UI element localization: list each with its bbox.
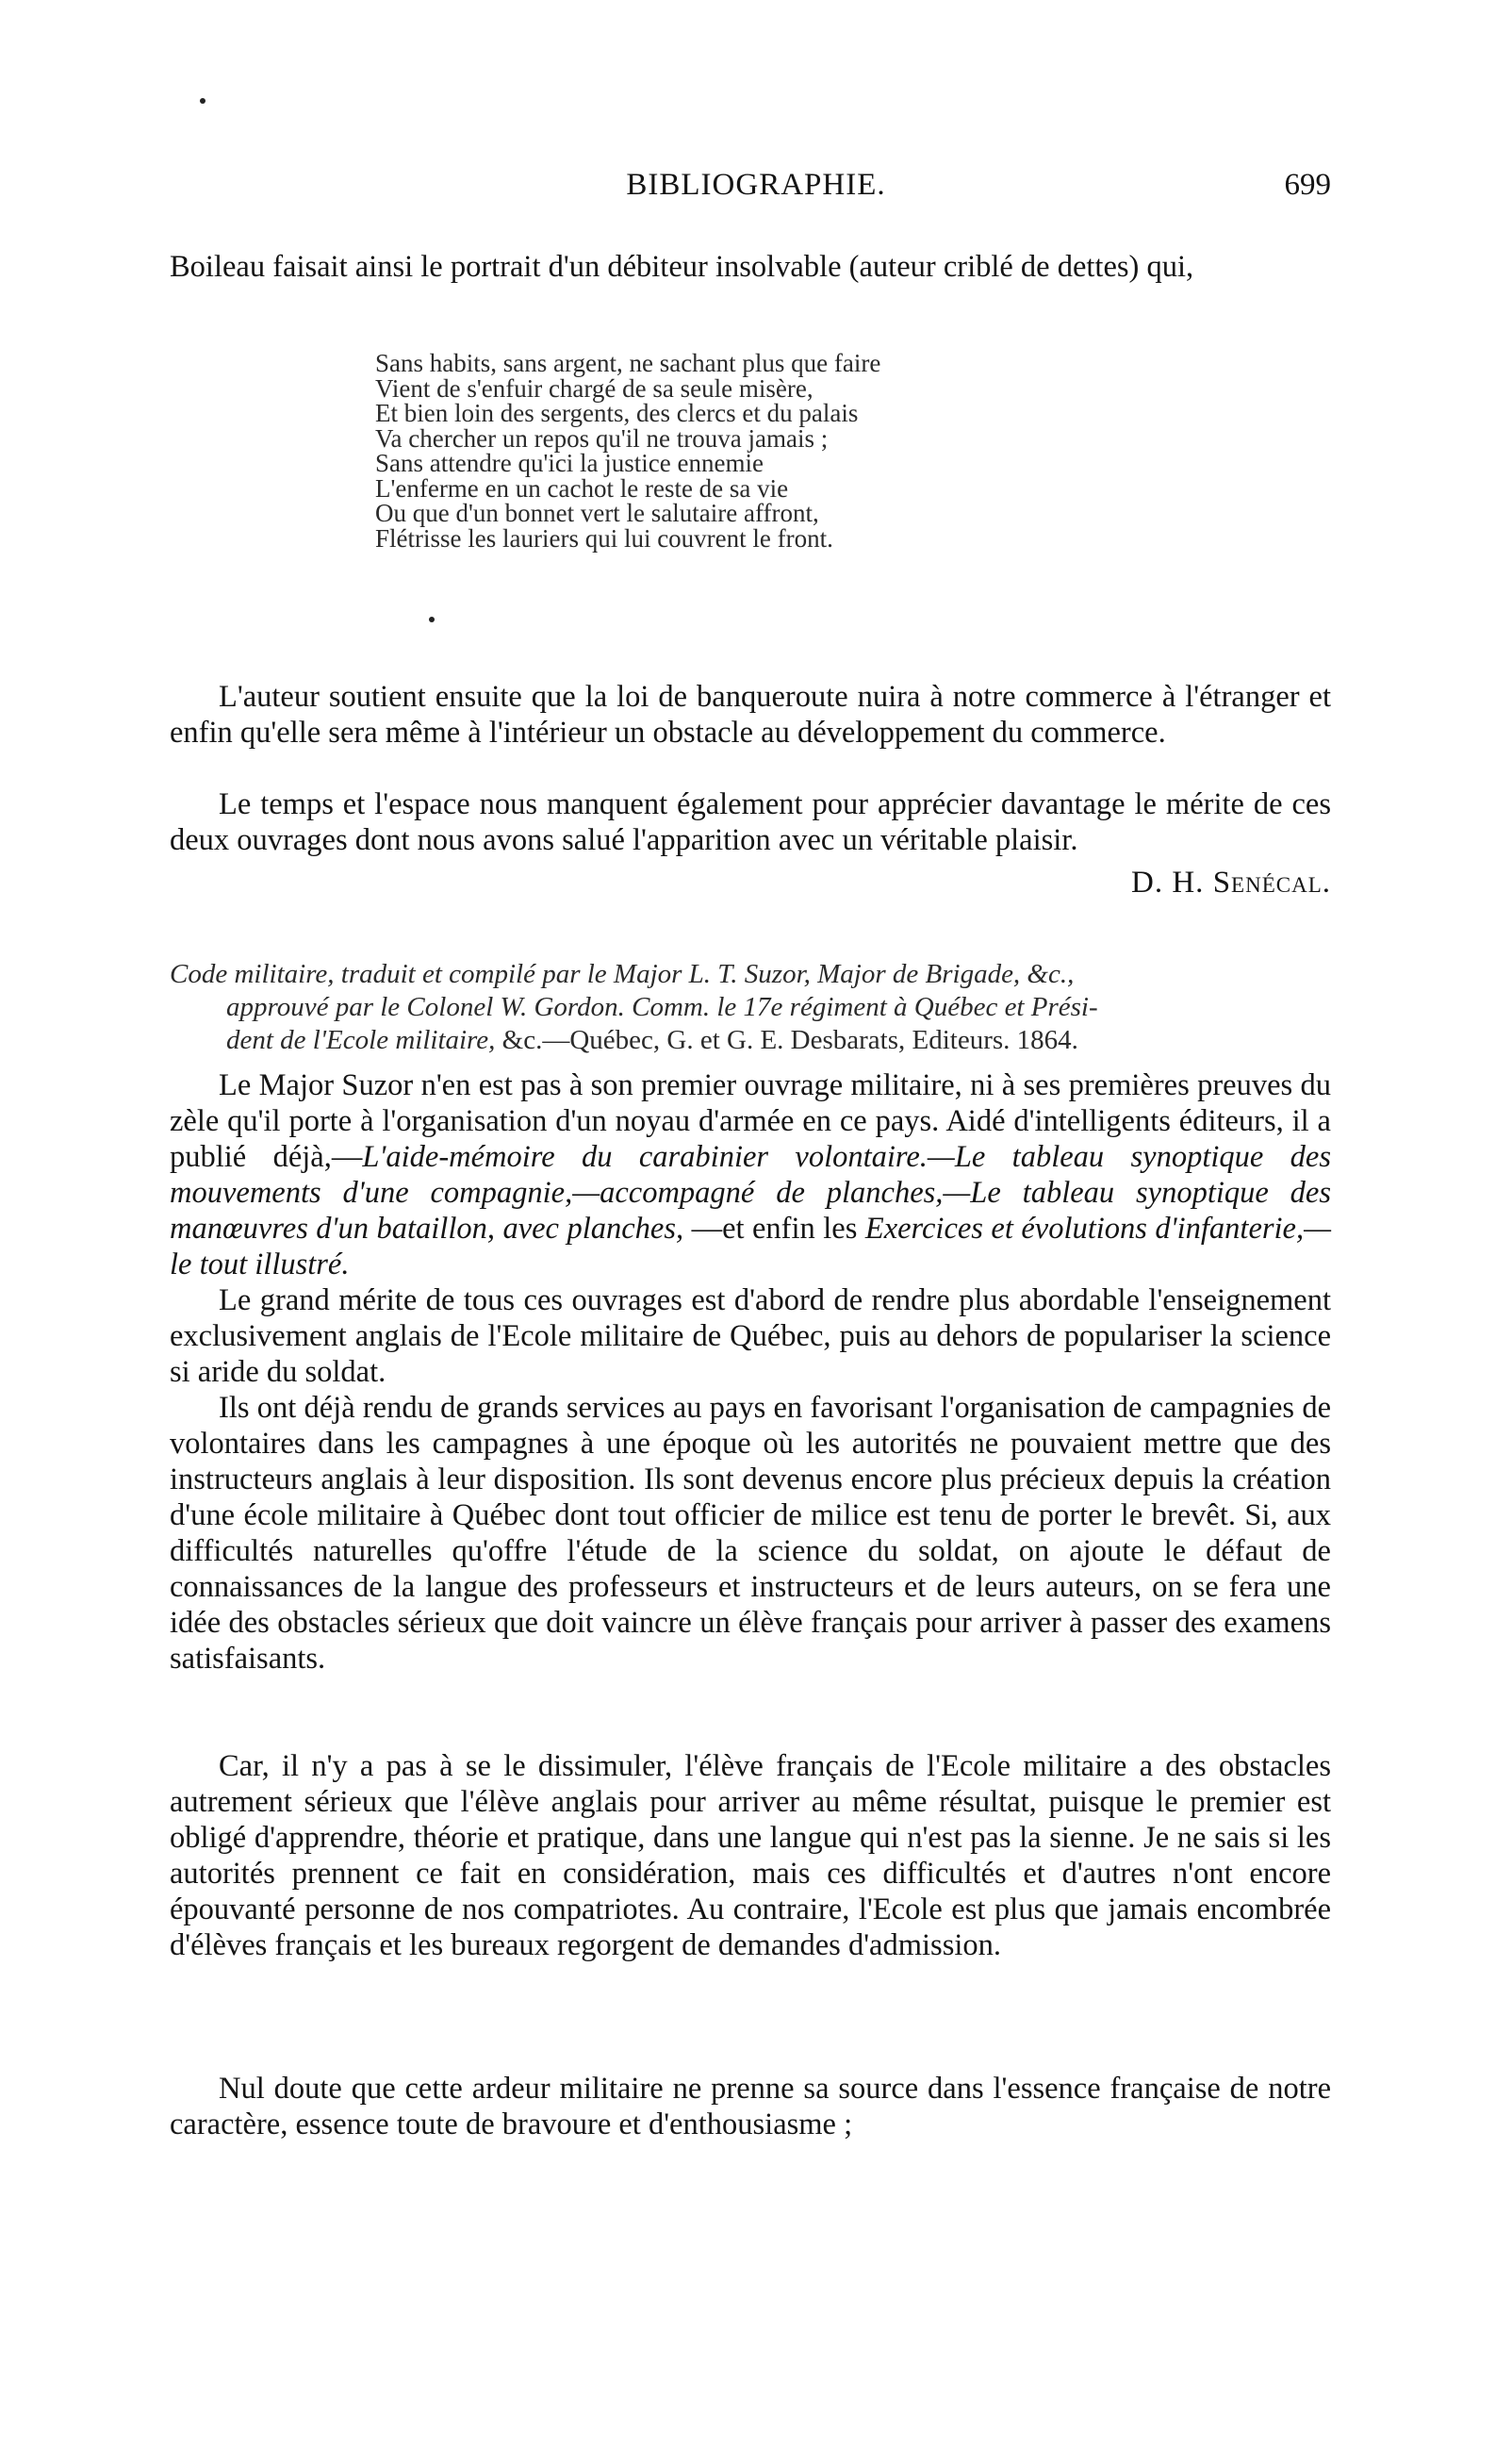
verse-line: L'enferme en un cachot le reste de sa vie: [375, 473, 789, 503]
review1-paragraph-2: Le temps et l'espace nous manquent également pour apprécier davantage le mérite de ces deux ouvrages dont nous avons salué l'apparition avec un véritable plaisir.: [170, 787, 1331, 857]
review2-paragraph-3: Ils ont déjà rendu de grands services au pays en favorisant l'organisation de campagnies de volontaires dans les campagnes à une époque où les autorités ne pouvaient mettre que des instructeurs anglais à leur disposition. Ils sont devenus encore plus précieux depuis la création d'une école militaire à Québec dont tout officier de milice est tenu de porter le brevêt. Si, aux difficultés naturelles qu'offre l'étude de la science du soldat, on ajoute le défaut de connaissances de la langue des professeurs et instructeurs et de leurs auteurs, on se fera une idée des obstacles sérieux que doit vaincre un élève français pour arriver à passer des examens satisfaisants.: [170, 1391, 1331, 1676]
verse-line: Flétrisse les lauriers qui lui couvrent le front.: [375, 523, 833, 553]
citation-publisher: &c.—Québec, G. et G. E. Desbarats, Editeurs. 1864.: [501, 1025, 1078, 1055]
signature-initials: D. H.: [1131, 866, 1213, 900]
intro-paragraph: Boileau faisait ainsi le portrait d'un débiteur insolvable (auteur criblé de dettes) qui,: [170, 250, 1194, 284]
verse-line: Vient de s'enfuir chargé de sa seule misère,: [375, 373, 814, 403]
verse-line: Sans habits, sans argent, ne sachant plus que faire: [375, 349, 881, 377]
review2-p1-titles-2: Exercices et évolutions d'infanterie,—le tout illustré.: [170, 1212, 1331, 1281]
review2-p1-connector: —et enfin les: [683, 1212, 865, 1246]
citation-italic-part: dent de l'Ecole militaire,: [226, 1025, 502, 1055]
review2-paragraph-2: Le grand mérite de tous ces ouvrages est d'abord de rendre plus abordable l'enseignement exclusivement anglais de l'Ecole militaire de Québec, puis au dehors de populariser la science si aride du soldat.: [170, 1283, 1331, 1389]
review2-paragraph-4: Car, il n'y a pas à se le dissimuler, l'élève français de l'Ecole militaire a des obstacles autrement sérieux que l'élève anglais pour arriver au même résultat, puisque le premier est obligé d'apprendre, théorie et pratique, dans une langue qui n'est pas la sienne. Je ne sais si les autorités prennent ce fait en considération, mais ces difficultés et d'autres n'ont encore épouvanté personne de nos compatriotes. Au contraire, l'Ecole est plus que jamais encombrée d'élèves français et les bureaux regorgent de demandes d'admission.: [170, 1749, 1331, 1962]
review1-paragraph-1: L'auteur soutient ensuite que la loi de banqueroute nuira à notre commerce à l'étranger et enfin qu'elle sera même à l'intérieur un obstacle au développement du commerce.: [170, 680, 1331, 750]
citation-line: [170, 1024, 1331, 1057]
verse-line: Sans attendre qu'ici la justice ennemie: [375, 449, 764, 477]
review2-paragraph-1: [170, 1067, 1331, 1282]
signature-name: Senécal.: [1212, 866, 1331, 900]
review2-p1-titles: L'aide-mémoire du carabinier volontaire.—Le tableau synoptique des mouvements d'une compagnie,—accompagné de planches,—Le tableau synoptique des manœuvres d'un bataillon, avec planches,: [170, 1140, 1331, 1246]
citation-line: Code militaire, traduit et compilé par le Major L. T. Suzor, Major de Brigade, &c.,: [170, 959, 1075, 989]
verse-line: Va chercher un repos qu'il ne trouva jamais ;: [375, 423, 829, 453]
stray-ink-mark: [200, 98, 205, 104]
citation-line: approuvé par le Colonel W. Gordon. Comm. le 17e régiment à Québec et Prési-: [226, 992, 1098, 1022]
stray-ink-mark: [429, 617, 435, 622]
review2-p1-text: Le Major Suzor n'en est pas à son premier ouvrage militaire, ni à ses premières preuves du zèle qu'il porte à l'organisation d'un noyau d'armée en ce pays. Aidé d'intelligents éditeurs, il a publié déjà,—: [170, 1068, 1331, 1174]
verse-line: Et bien loin des sergents, des clercs et du palais: [375, 399, 859, 427]
verse-line: Ou que d'un bonnet vert le salutaire affront,: [375, 499, 819, 527]
page-number: 699: [1284, 168, 1331, 202]
review2-paragraph-5: Nul doute que cette ardeur militaire ne prenne sa source dans l'essence française de notre caractère, essence toute de bravoure et d'enthousiasme ;: [170, 2072, 1331, 2141]
running-header-title: BIBLIOGRAPHIE.: [626, 168, 886, 202]
review-signature: [924, 866, 1331, 901]
verse-quotation: [375, 351, 1224, 551]
book-citation: [170, 958, 1331, 1057]
